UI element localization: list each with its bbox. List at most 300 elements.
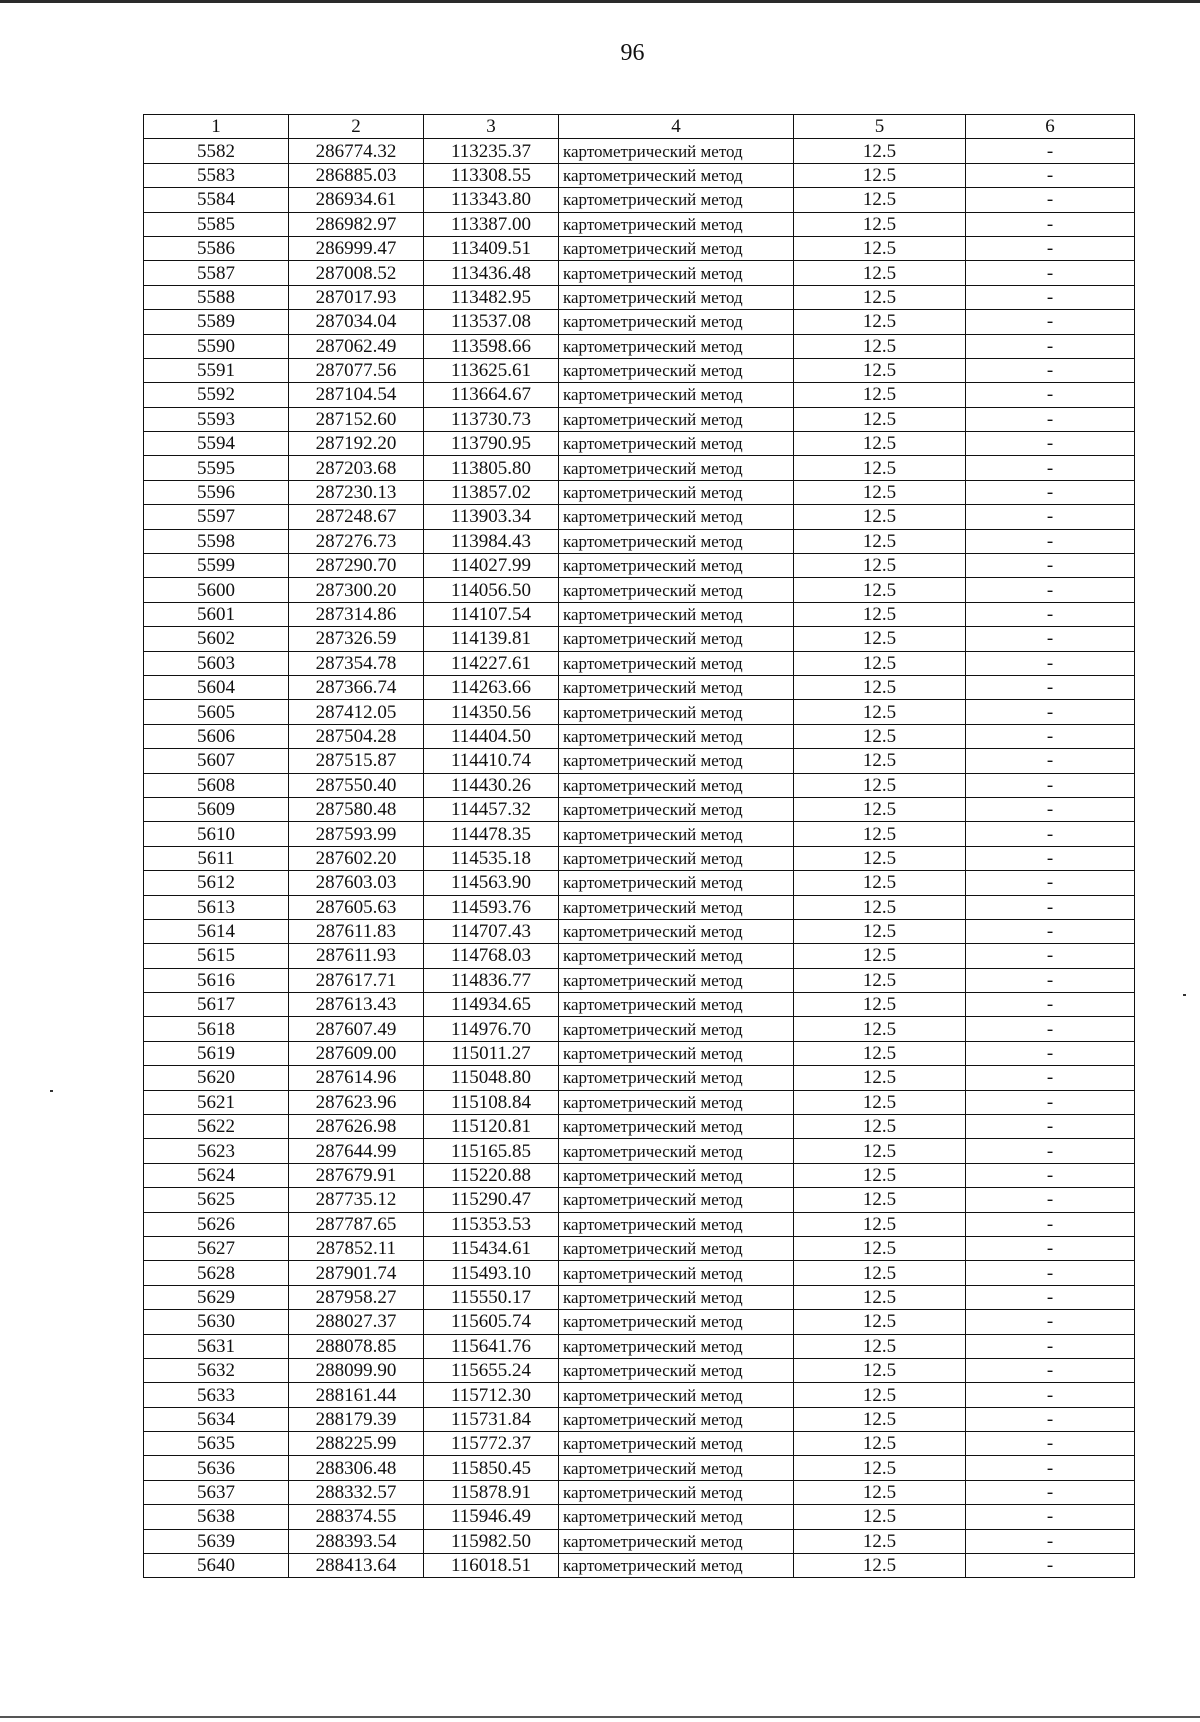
column-header: 1 (144, 115, 289, 139)
x-coordinate-cell: 287735.12 (289, 1188, 424, 1212)
table-row (144, 1236, 1135, 1260)
x-coordinate-cell: 287603.03 (289, 871, 424, 895)
y-coordinate-cell: 115605.74 (424, 1310, 559, 1334)
table-row (144, 871, 1135, 895)
accuracy-cell: 12.5 (794, 822, 966, 846)
table-row (144, 919, 1135, 943)
scan-speck (1183, 994, 1186, 996)
note-cell: - (966, 749, 1135, 773)
method-cell: картометрический метод (559, 1236, 794, 1260)
point-number-cell: 5629 (144, 1285, 289, 1309)
table-row (144, 1285, 1135, 1309)
method-cell: картометрический метод (559, 285, 794, 309)
table-row (144, 578, 1135, 602)
accuracy-cell: 12.5 (794, 1212, 966, 1236)
note-cell: - (966, 358, 1135, 382)
scan-speck (50, 1090, 53, 1092)
accuracy-cell: 12.5 (794, 432, 966, 456)
method-cell: картометрический метод (559, 1407, 794, 1431)
point-number-cell: 5620 (144, 1066, 289, 1090)
note-cell: - (966, 407, 1135, 431)
method-cell: картометрический метод (559, 1310, 794, 1334)
method-cell: картометрический метод (559, 1505, 794, 1529)
accuracy-cell: 12.5 (794, 724, 966, 748)
method-cell: картометрический метод (559, 188, 794, 212)
note-cell: - (966, 212, 1135, 236)
y-coordinate-cell: 114457.32 (424, 797, 559, 821)
accuracy-cell: 12.5 (794, 1383, 966, 1407)
point-number-cell: 5615 (144, 944, 289, 968)
table-row (144, 749, 1135, 773)
accuracy-cell: 12.5 (794, 1163, 966, 1187)
x-coordinate-cell: 287034.04 (289, 310, 424, 334)
x-coordinate-cell: 287609.00 (289, 1041, 424, 1065)
method-cell: картометрический метод (559, 1358, 794, 1382)
accuracy-cell: 12.5 (794, 1285, 966, 1309)
y-coordinate-cell: 114707.43 (424, 919, 559, 943)
x-coordinate-cell: 287515.87 (289, 749, 424, 773)
method-cell: картометрический метод (559, 1334, 794, 1358)
x-coordinate-cell: 287248.67 (289, 505, 424, 529)
x-coordinate-cell: 287203.68 (289, 456, 424, 480)
table-row (144, 846, 1135, 870)
note-cell: - (966, 236, 1135, 260)
accuracy-cell: 12.5 (794, 993, 966, 1017)
method-cell: картометрический метод (559, 1212, 794, 1236)
scan-bottom-edge (0, 1716, 1200, 1718)
table-row (144, 1432, 1135, 1456)
x-coordinate-cell: 288306.48 (289, 1456, 424, 1480)
y-coordinate-cell: 113409.51 (424, 236, 559, 260)
accuracy-cell: 12.5 (794, 1236, 966, 1260)
point-number-cell: 5582 (144, 139, 289, 163)
table-row (144, 139, 1135, 163)
table-row (144, 1212, 1135, 1236)
table-row (144, 602, 1135, 626)
method-cell: картометрический метод (559, 480, 794, 504)
point-number-cell: 5606 (144, 724, 289, 748)
note-cell: - (966, 919, 1135, 943)
note-cell: - (966, 505, 1135, 529)
note-cell: - (966, 529, 1135, 553)
x-coordinate-cell: 288332.57 (289, 1480, 424, 1504)
accuracy-cell: 12.5 (794, 358, 966, 382)
y-coordinate-cell: 115731.84 (424, 1407, 559, 1431)
y-coordinate-cell: 113387.00 (424, 212, 559, 236)
note-cell: - (966, 773, 1135, 797)
accuracy-cell: 12.5 (794, 188, 966, 212)
method-cell: картометрический метод (559, 1017, 794, 1041)
x-coordinate-cell: 287300.20 (289, 578, 424, 602)
accuracy-cell: 12.5 (794, 1041, 966, 1065)
point-number-cell: 5592 (144, 383, 289, 407)
table-row (144, 212, 1135, 236)
accuracy-cell: 12.5 (794, 773, 966, 797)
point-number-cell: 5599 (144, 554, 289, 578)
point-number-cell: 5600 (144, 578, 289, 602)
table-row (144, 1041, 1135, 1065)
point-number-cell: 5624 (144, 1163, 289, 1187)
table-row (144, 1407, 1135, 1431)
accuracy-cell: 12.5 (794, 895, 966, 919)
method-cell: картометрический метод (559, 407, 794, 431)
table-row (144, 993, 1135, 1017)
note-cell: - (966, 188, 1135, 212)
table-row (144, 480, 1135, 504)
method-cell: картометрический метод (559, 358, 794, 382)
x-coordinate-cell: 287611.93 (289, 944, 424, 968)
accuracy-cell: 12.5 (794, 1334, 966, 1358)
accuracy-cell: 12.5 (794, 456, 966, 480)
y-coordinate-cell: 115048.80 (424, 1066, 559, 1090)
note-cell: - (966, 675, 1135, 699)
point-number-cell: 5604 (144, 675, 289, 699)
note-cell: - (966, 554, 1135, 578)
method-cell: картометрический метод (559, 871, 794, 895)
table-row (144, 163, 1135, 187)
point-number-cell: 5630 (144, 1310, 289, 1334)
point-number-cell: 5585 (144, 212, 289, 236)
y-coordinate-cell: 114430.26 (424, 773, 559, 797)
y-coordinate-cell: 114934.65 (424, 993, 559, 1017)
point-number-cell: 5613 (144, 895, 289, 919)
table-row (144, 1017, 1135, 1041)
y-coordinate-cell: 113482.95 (424, 285, 559, 309)
y-coordinate-cell: 113343.80 (424, 188, 559, 212)
x-coordinate-cell: 287104.54 (289, 383, 424, 407)
accuracy-cell: 12.5 (794, 944, 966, 968)
x-coordinate-cell: 287008.52 (289, 261, 424, 285)
x-coordinate-cell: 287366.74 (289, 675, 424, 699)
point-number-cell: 5593 (144, 407, 289, 431)
x-coordinate-cell: 287644.99 (289, 1139, 424, 1163)
note-cell: - (966, 1529, 1135, 1553)
note-cell: - (966, 895, 1135, 919)
x-coordinate-cell: 287580.48 (289, 797, 424, 821)
table-row (144, 1139, 1135, 1163)
accuracy-cell: 12.5 (794, 310, 966, 334)
method-cell: картометрический метод (559, 1432, 794, 1456)
method-cell: картометрический метод (559, 1529, 794, 1553)
x-coordinate-cell: 288225.99 (289, 1432, 424, 1456)
point-number-cell: 5637 (144, 1480, 289, 1504)
method-cell: картометрический метод (559, 749, 794, 773)
note-cell: - (966, 1383, 1135, 1407)
accuracy-cell: 12.5 (794, 1505, 966, 1529)
point-number-cell: 5616 (144, 968, 289, 992)
table-row (144, 407, 1135, 431)
note-cell: - (966, 1041, 1135, 1065)
point-number-cell: 5625 (144, 1188, 289, 1212)
method-cell: картометрический метод (559, 1261, 794, 1285)
table-row (144, 895, 1135, 919)
point-number-cell: 5636 (144, 1456, 289, 1480)
table-row (144, 1480, 1135, 1504)
table-row (144, 1383, 1135, 1407)
method-cell: картометрический метод (559, 1066, 794, 1090)
x-coordinate-cell: 287062.49 (289, 334, 424, 358)
column-header: 2 (289, 115, 424, 139)
note-cell: - (966, 1090, 1135, 1114)
method-cell: картометрический метод (559, 261, 794, 285)
method-cell: картометрический метод (559, 529, 794, 553)
table-row (144, 724, 1135, 748)
point-number-cell: 5595 (144, 456, 289, 480)
table-row (144, 358, 1135, 382)
x-coordinate-cell: 288078.85 (289, 1334, 424, 1358)
note-cell: - (966, 334, 1135, 358)
accuracy-cell: 12.5 (794, 651, 966, 675)
note-cell: - (966, 651, 1135, 675)
accuracy-cell: 12.5 (794, 1066, 966, 1090)
table-row (144, 1529, 1135, 1553)
point-number-cell: 5634 (144, 1407, 289, 1431)
table-row (144, 1066, 1135, 1090)
page-number: 96 (620, 40, 645, 66)
note-cell: - (966, 1285, 1135, 1309)
y-coordinate-cell: 114768.03 (424, 944, 559, 968)
method-cell: картометрический метод (559, 310, 794, 334)
table-row (144, 261, 1135, 285)
point-number-cell: 5621 (144, 1090, 289, 1114)
y-coordinate-cell: 115982.50 (424, 1529, 559, 1553)
y-coordinate-cell: 115712.30 (424, 1383, 559, 1407)
method-cell: картометрический метод (559, 773, 794, 797)
accuracy-cell: 12.5 (794, 1017, 966, 1041)
x-coordinate-cell: 287504.28 (289, 724, 424, 748)
note-cell: - (966, 1480, 1135, 1504)
method-cell: картометрический метод (559, 797, 794, 821)
method-cell: картометрический метод (559, 554, 794, 578)
y-coordinate-cell: 113598.66 (424, 334, 559, 358)
method-cell: картометрический метод (559, 1383, 794, 1407)
method-cell: картометрический метод (559, 1554, 794, 1578)
method-cell: картометрический метод (559, 236, 794, 260)
accuracy-cell: 12.5 (794, 919, 966, 943)
note-cell: - (966, 432, 1135, 456)
note-cell: - (966, 797, 1135, 821)
y-coordinate-cell: 114836.77 (424, 968, 559, 992)
y-coordinate-cell: 113903.34 (424, 505, 559, 529)
x-coordinate-cell: 287605.63 (289, 895, 424, 919)
note-cell: - (966, 700, 1135, 724)
note-cell: - (966, 1432, 1135, 1456)
y-coordinate-cell: 114404.50 (424, 724, 559, 748)
accuracy-cell: 12.5 (794, 1188, 966, 1212)
y-coordinate-cell: 114593.76 (424, 895, 559, 919)
point-number-cell: 5591 (144, 358, 289, 382)
method-cell: картометрический метод (559, 163, 794, 187)
note-cell: - (966, 1188, 1135, 1212)
note-cell: - (966, 627, 1135, 651)
x-coordinate-cell: 288161.44 (289, 1383, 424, 1407)
x-coordinate-cell: 286999.47 (289, 236, 424, 260)
y-coordinate-cell: 113537.08 (424, 310, 559, 334)
y-coordinate-cell: 113790.95 (424, 432, 559, 456)
note-cell: - (966, 1358, 1135, 1382)
y-coordinate-cell: 114976.70 (424, 1017, 559, 1041)
accuracy-cell: 12.5 (794, 505, 966, 529)
x-coordinate-cell: 287614.96 (289, 1066, 424, 1090)
y-coordinate-cell: 115641.76 (424, 1334, 559, 1358)
point-number-cell: 5605 (144, 700, 289, 724)
note-cell: - (966, 822, 1135, 846)
y-coordinate-cell: 115011.27 (424, 1041, 559, 1065)
x-coordinate-cell: 287613.43 (289, 993, 424, 1017)
point-number-cell: 5626 (144, 1212, 289, 1236)
note-cell: - (966, 139, 1135, 163)
table-row (144, 432, 1135, 456)
column-header: 3 (424, 115, 559, 139)
table-row (144, 1456, 1135, 1480)
method-cell: картометрический метод (559, 456, 794, 480)
table-row (144, 383, 1135, 407)
x-coordinate-cell: 287787.65 (289, 1212, 424, 1236)
point-number-cell: 5611 (144, 846, 289, 870)
method-cell: картометрический метод (559, 505, 794, 529)
table-body (144, 139, 1135, 1578)
y-coordinate-cell: 114563.90 (424, 871, 559, 895)
x-coordinate-cell: 287958.27 (289, 1285, 424, 1309)
accuracy-cell: 12.5 (794, 236, 966, 260)
method-cell: картометрический метод (559, 212, 794, 236)
method-cell: картометрический метод (559, 944, 794, 968)
scan-top-edge (0, 0, 1200, 3)
table-row (144, 651, 1135, 675)
x-coordinate-cell: 288179.39 (289, 1407, 424, 1431)
method-cell: картометрический метод (559, 383, 794, 407)
x-coordinate-cell: 287326.59 (289, 627, 424, 651)
accuracy-cell: 12.5 (794, 261, 966, 285)
method-cell: картометрический метод (559, 724, 794, 748)
column-header: 6 (966, 115, 1135, 139)
table-row (144, 334, 1135, 358)
y-coordinate-cell: 115550.17 (424, 1285, 559, 1309)
note-cell: - (966, 163, 1135, 187)
accuracy-cell: 12.5 (794, 407, 966, 431)
x-coordinate-cell: 287412.05 (289, 700, 424, 724)
accuracy-cell: 12.5 (794, 846, 966, 870)
x-coordinate-cell: 287077.56 (289, 358, 424, 382)
accuracy-cell: 12.5 (794, 212, 966, 236)
table-row (144, 505, 1135, 529)
method-cell: картометрический метод (559, 822, 794, 846)
point-number-cell: 5623 (144, 1139, 289, 1163)
point-number-cell: 5612 (144, 871, 289, 895)
point-number-cell: 5632 (144, 1358, 289, 1382)
point-number-cell: 5598 (144, 529, 289, 553)
method-cell: картометрический метод (559, 919, 794, 943)
method-cell: картометрический метод (559, 1139, 794, 1163)
table-row (144, 554, 1135, 578)
x-coordinate-cell: 287230.13 (289, 480, 424, 504)
note-cell: - (966, 1554, 1135, 1578)
accuracy-cell: 12.5 (794, 749, 966, 773)
note-cell: - (966, 1236, 1135, 1260)
x-coordinate-cell: 288374.55 (289, 1505, 424, 1529)
note-cell: - (966, 1456, 1135, 1480)
y-coordinate-cell: 116018.51 (424, 1554, 559, 1578)
method-cell: картометрический метод (559, 846, 794, 870)
x-coordinate-cell: 286885.03 (289, 163, 424, 187)
y-coordinate-cell: 114535.18 (424, 846, 559, 870)
point-number-cell: 5594 (144, 432, 289, 456)
point-number-cell: 5583 (144, 163, 289, 187)
method-cell: картометрический метод (559, 675, 794, 699)
method-cell: картометрический метод (559, 1090, 794, 1114)
point-number-cell: 5607 (144, 749, 289, 773)
table-row (144, 310, 1135, 334)
accuracy-cell: 12.5 (794, 163, 966, 187)
accuracy-cell: 12.5 (794, 700, 966, 724)
point-number-cell: 5597 (144, 505, 289, 529)
x-coordinate-cell: 287593.99 (289, 822, 424, 846)
note-cell: - (966, 846, 1135, 870)
table-row (144, 968, 1135, 992)
method-cell: картометрический метод (559, 651, 794, 675)
accuracy-cell: 12.5 (794, 139, 966, 163)
accuracy-cell: 12.5 (794, 554, 966, 578)
point-number-cell: 5619 (144, 1041, 289, 1065)
y-coordinate-cell: 113730.73 (424, 407, 559, 431)
y-coordinate-cell: 115120.81 (424, 1115, 559, 1139)
note-cell: - (966, 724, 1135, 748)
column-header: 4 (559, 115, 794, 139)
point-number-cell: 5633 (144, 1383, 289, 1407)
table-row (144, 944, 1135, 968)
point-number-cell: 5628 (144, 1261, 289, 1285)
note-cell: - (966, 968, 1135, 992)
note-cell: - (966, 383, 1135, 407)
x-coordinate-cell: 288413.64 (289, 1554, 424, 1578)
note-cell: - (966, 285, 1135, 309)
point-number-cell: 5590 (144, 334, 289, 358)
accuracy-cell: 12.5 (794, 285, 966, 309)
accuracy-cell: 12.5 (794, 529, 966, 553)
x-coordinate-cell: 287017.93 (289, 285, 424, 309)
table-row (144, 773, 1135, 797)
table-row (144, 236, 1135, 260)
y-coordinate-cell: 115772.37 (424, 1432, 559, 1456)
note-cell: - (966, 1139, 1135, 1163)
table-row (144, 1310, 1135, 1334)
table-header (144, 115, 1135, 139)
note-cell: - (966, 1334, 1135, 1358)
x-coordinate-cell: 287901.74 (289, 1261, 424, 1285)
y-coordinate-cell: 115493.10 (424, 1261, 559, 1285)
point-number-cell: 5631 (144, 1334, 289, 1358)
point-number-cell: 5589 (144, 310, 289, 334)
y-coordinate-cell: 114227.61 (424, 651, 559, 675)
point-number-cell: 5596 (144, 480, 289, 504)
x-coordinate-cell: 287314.86 (289, 602, 424, 626)
table-row (144, 822, 1135, 846)
table-row (144, 1334, 1135, 1358)
accuracy-cell: 12.5 (794, 1480, 966, 1504)
note-cell: - (966, 993, 1135, 1017)
accuracy-cell: 12.5 (794, 1139, 966, 1163)
method-cell: картометрический метод (559, 895, 794, 919)
accuracy-cell: 12.5 (794, 1529, 966, 1553)
y-coordinate-cell: 113308.55 (424, 163, 559, 187)
method-cell: картометрический метод (559, 1480, 794, 1504)
method-cell: картометрический метод (559, 139, 794, 163)
accuracy-cell: 12.5 (794, 480, 966, 504)
y-coordinate-cell: 113857.02 (424, 480, 559, 504)
y-coordinate-cell: 114410.74 (424, 749, 559, 773)
accuracy-cell: 12.5 (794, 627, 966, 651)
y-coordinate-cell: 114139.81 (424, 627, 559, 651)
